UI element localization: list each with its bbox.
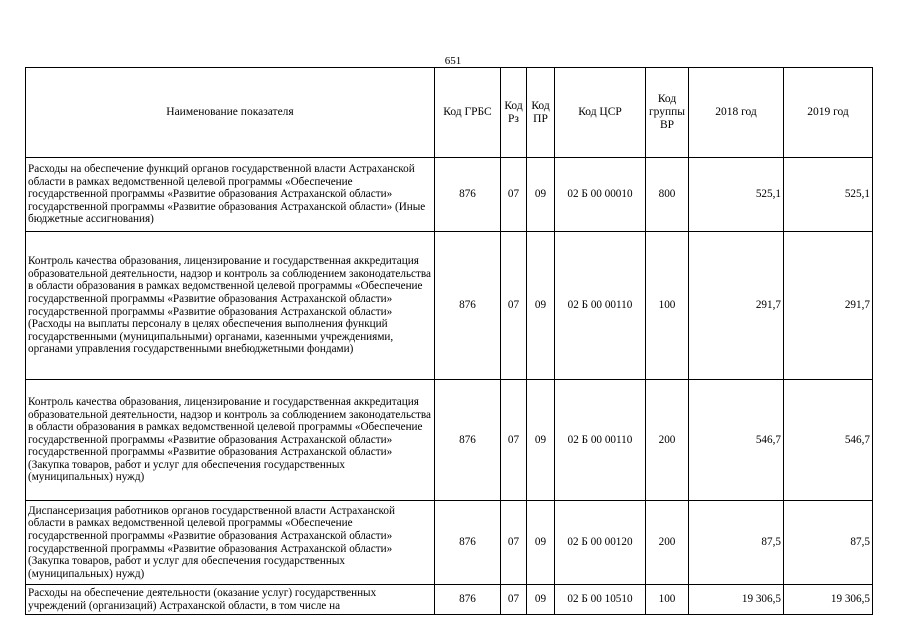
row-grbs: 876: [435, 501, 501, 585]
row-rz: 07: [501, 232, 527, 380]
row-vr: 200: [646, 501, 689, 585]
header-name: Наименование показателя: [26, 68, 435, 158]
table-header-row: [26, 68, 873, 158]
row-name: Диспансеризация работников органов государственной власти Астраханской области в рамках ведомственной целевой программы «Обеспечение государственной программы «Развитие образования Астраханской области» государственной программы «Развитие образования Астраханской области» (Закупка товаров, работ и услуг для обеспечения государственных (муниципальных) нужд): [26, 501, 435, 585]
row-rz: 07: [501, 501, 527, 585]
row-csr: 02 Б 00 00110: [555, 232, 646, 380]
row-pr: 09: [527, 232, 555, 380]
row-rz: 07: [501, 380, 527, 501]
header-rz: Код Рз: [501, 68, 527, 158]
row-name: Контроль качества образования, лицензирование и государственная аккредитация образовательной деятельности, надзор и контроль за соблюдением законодательства в области образования в рамках ведомственной целевой программы «Обеспечение государственной программы «Развитие образования Астраханской области» государственной программы «Развитие образования Астраханской области» (Расходы на выплаты персоналу в целях обеспечения выполнения функций государственными (муниципальными) органами, казенными учреждениями, органами управления государственными внебюджетными фондами): [26, 232, 435, 380]
table-row: [26, 232, 873, 380]
row-vr: 200: [646, 380, 689, 501]
row-2019: 291,7: [784, 232, 873, 380]
row-vr: 100: [646, 232, 689, 380]
row-rz: 07: [501, 158, 527, 232]
row-grbs: 876: [435, 158, 501, 232]
row-name: Контроль качества образования, лицензирование и государственная аккредитация образовательной деятельности, надзор и контроль за соблюдением законодательства в области образования в рамках ведомственной целевой программы «Обеспечение государственной программы «Развитие образования Астраханской области» государственной программы «Развитие образования Астраханской области» (Закупка товаров, работ и услуг для обеспечения государственных (муниципальных) нужд): [26, 380, 435, 501]
row-csr: 02 Б 00 10510: [555, 585, 646, 615]
table-row: [26, 158, 873, 232]
page-number: 651: [444, 55, 462, 67]
row-pr: 09: [527, 501, 555, 585]
row-2018: 291,7: [689, 232, 784, 380]
header-vr: Код группы ВР: [646, 68, 689, 158]
header-2018: 2018 год: [689, 68, 784, 158]
row-grbs: 876: [435, 585, 501, 615]
row-2018: 87,5: [689, 501, 784, 585]
header-grbs: Код ГРБС: [435, 68, 501, 158]
row-pr: 09: [527, 158, 555, 232]
row-csr: 02 Б 00 00010: [555, 158, 646, 232]
table-row: [26, 380, 873, 501]
row-name: Расходы на обеспечение деятельности (оказание услуг) государственных учреждений (организаций) Астраханской области, в том числе на: [28, 586, 377, 612]
row-2018: 19 306,5: [689, 585, 784, 615]
row-pr: 09: [527, 585, 555, 615]
row-csr: 02 Б 00 00110: [555, 380, 646, 501]
row-pr: 09: [527, 380, 555, 501]
row-vr: 800: [646, 158, 689, 232]
row-2019: 19 306,5: [784, 585, 873, 615]
row-grbs: 876: [435, 232, 501, 380]
row-csr: 02 Б 00 00120: [555, 501, 646, 585]
row-2018: 546,7: [689, 380, 784, 501]
row-2019: 546,7: [784, 380, 873, 501]
header-pr: Код ПР: [527, 68, 555, 158]
budget-table: [25, 67, 873, 615]
row-2019: 87,5: [784, 501, 873, 585]
table-row: [26, 501, 873, 585]
row-2018: 525,1: [689, 158, 784, 232]
table-row: [26, 585, 873, 615]
row-rz: 07: [501, 585, 527, 615]
row-2019: 525,1: [784, 158, 873, 232]
row-grbs: 876: [435, 380, 501, 501]
header-2019: 2019 год: [784, 68, 873, 158]
header-csr: Код ЦСР: [555, 68, 646, 158]
row-vr: 100: [646, 585, 689, 615]
row-name-cell: [26, 585, 435, 615]
row-name: Расходы на обеспечение функций органов государственной власти Астраханской области в рамках ведомственной целевой программы «Обеспечение государственной программы «Развитие образования Астраханской области» государственной программы «Развитие образования Астраханской области» (Иные бюджетные ассигнования): [26, 158, 435, 232]
